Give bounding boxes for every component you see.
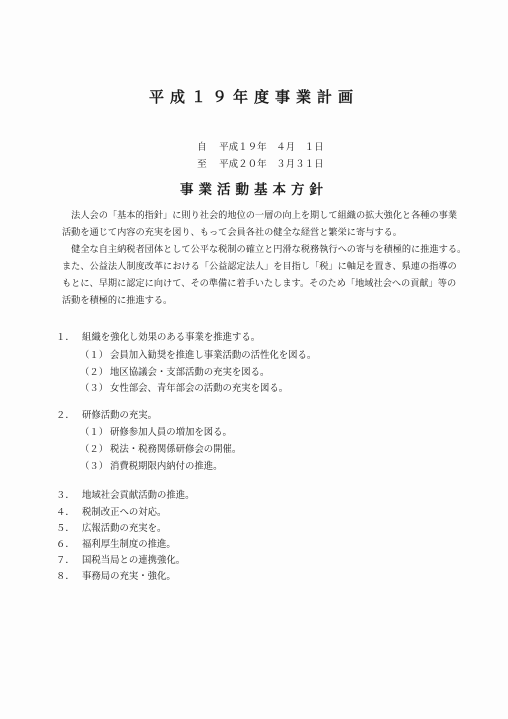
period-to-date: 平成２０年 ３月３１日 [219,159,324,170]
list-item-1 [56,329,260,343]
paragraph-line: 活動を通じて内容の充実を図り、もって会員各社の健全な経営と繁栄に寄与する。 [62,227,402,238]
sub-item-number: （３） [80,383,109,394]
sub-item-number: （１） [80,350,109,361]
list-item-number: ４． [56,507,75,518]
sub-item-text: 税法・税務関係研修会の開催。 [110,444,242,455]
document-title: 平成１９年度事業計画 [148,88,359,106]
list-item-text: 福利厚生制度の推進。 [82,539,176,550]
list-item-number: ８． [56,571,75,582]
list-item-text: 研修活動の充実。 [82,410,158,421]
list-item-text: 組織を強化し効果のある事業を推進する。 [82,332,261,343]
list-item-number: ２． [56,410,75,421]
list-item-text: 地域社会貢献活動の推進。 [82,490,195,501]
list-item-number: ５． [56,523,75,534]
sub-item-number: （２） [80,444,109,455]
list-item-text: 税制改正への対応。 [82,507,167,518]
list-item-4 [56,504,166,518]
sub-item-number: （２） [80,367,109,378]
paragraph-line: 健全な自主納税者団体として公平な税制の確立と円滑な税務執行への寄与を積極的に推進する。 [62,244,467,255]
period-to-label: 至 [197,159,207,170]
section-heading: 事業活動基本方針 [180,182,328,198]
sub-item-1-2 [80,364,269,378]
sub-item-2-3 [80,458,223,472]
sub-item-text: 女性部会、青年部会の活動の充実を図る。 [110,383,289,394]
list-item-8 [56,568,176,582]
sub-item-2-2 [80,441,241,455]
sub-item-number: （１） [80,427,109,438]
list-item-number: １． [56,332,75,343]
policy-paragraph [62,207,467,309]
list-item-5 [56,520,166,534]
list-item-number: ６． [56,539,75,550]
paragraph-line: 法人会の「基本的指針」に則り社会的地位の一層の向上を期して組織の拡大強化と各種の事業 [62,210,458,221]
sub-item-text: 会員加入勧奨を推進し事業活動の活性化を図る。 [110,350,317,361]
sub-item-1-3 [80,380,288,394]
sub-item-text: 地区協議会・支部活動の充実を図る。 [110,367,270,378]
period-from-date: 平成１９年 ４月 １日 [219,142,324,153]
sub-item-2-1 [80,424,232,438]
list-item-6 [56,536,176,550]
paragraph-line: もとに、早期に認定に向けて、その準備に着手いたします。そのため「地域社会への貢献」等の [62,278,457,289]
paragraph-line: また、公益法人制度改革における「公益認定法人」を目指し「税」に軸足を置き、県連の指導の [62,261,457,272]
period-to [185,145,324,181]
list-item-text: 国税当局との連携強化。 [82,555,186,566]
list-item-text: 事務局の充実・強化。 [82,571,176,582]
list-item-3 [56,487,195,501]
list-item-number: ３． [56,490,75,501]
sub-item-1-1 [80,347,316,361]
paragraph-line: 活動を積極的に推進する。 [62,295,173,306]
sub-item-text: 消費税期限内納付の推進。 [110,461,223,472]
period-from-label: 自 [197,142,207,153]
list-item-2 [56,407,157,421]
list-item-text: 広報活動の充実を。 [82,523,167,534]
sub-item-text: 研修参加人員の増加を図る。 [110,427,232,438]
list-item-number: ７． [56,555,75,566]
sub-item-number: （３） [80,461,109,472]
list-item-7 [56,552,185,566]
